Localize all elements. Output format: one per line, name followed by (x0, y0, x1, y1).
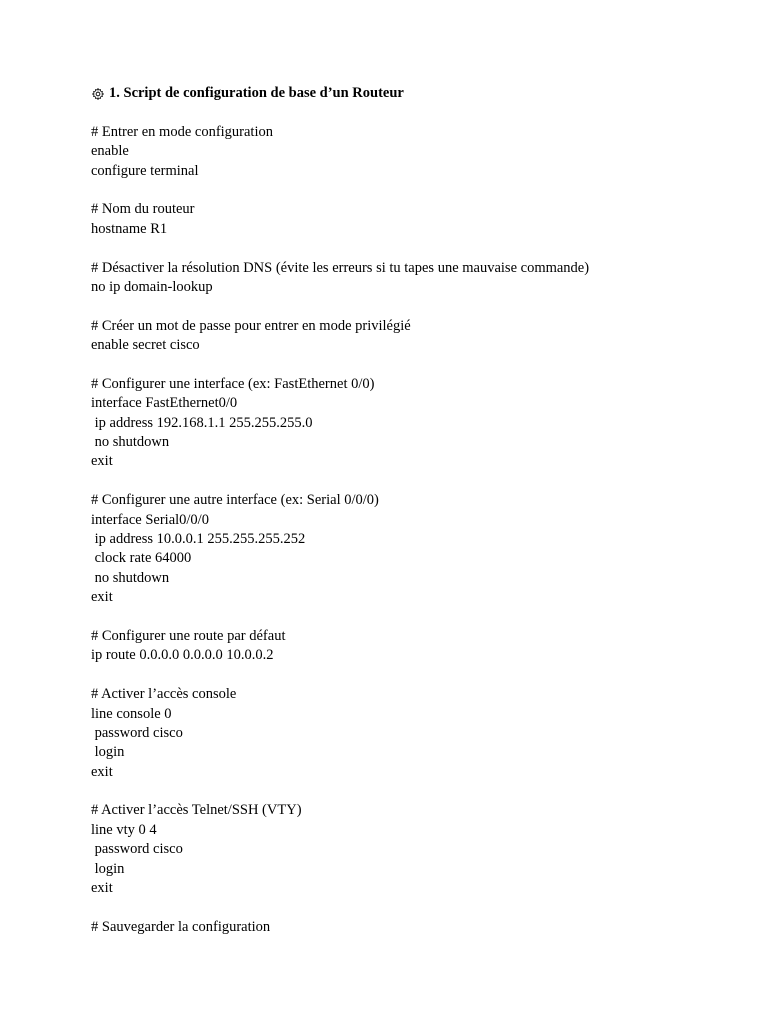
document-page (91, 84, 711, 937)
comment-line: # Configurer une autre interface (ex: Serial 0/0/0) (91, 492, 379, 509)
section-spacer (91, 472, 711, 491)
section-spacer (91, 297, 711, 316)
section-spacer (91, 666, 711, 685)
command-line: password cisco (91, 724, 183, 741)
comment-line: # Activer l’accès console (91, 686, 237, 703)
comment-line: # Configurer une interface (ex: FastEthernet 0/0) (91, 375, 375, 392)
command-line: ip address 10.0.0.1 255.255.255.252 (91, 530, 306, 547)
command-line: exit (91, 453, 113, 470)
command-line: exit (91, 763, 113, 780)
comment-line: # Nom du routeur (91, 201, 195, 218)
section-spacer (91, 898, 711, 917)
command-line: configure terminal (91, 162, 199, 179)
command-line: ip address 192.168.1.1 255.255.255.0 (91, 414, 313, 431)
command-line: ip route 0.0.0.0 0.0.0.0 10.0.0.2 (91, 647, 274, 664)
section-spacer (91, 181, 711, 200)
section-spacer (91, 608, 711, 627)
command-line: exit (91, 589, 113, 606)
config-script (91, 123, 711, 937)
document-title (91, 84, 711, 103)
command-line: login (91, 860, 125, 877)
comment-line: # Désactiver la résolution DNS (évite les erreurs si tu tapes une mauvaise commande) (91, 259, 590, 276)
section-spacer (91, 355, 711, 374)
gear-icon (91, 87, 105, 101)
comment-line: # Configurer une route par défaut (91, 627, 286, 644)
command-line: interface FastEthernet0/0 (91, 395, 238, 412)
section-spacer (91, 782, 711, 801)
command-line: line vty 0 4 (91, 821, 157, 838)
command-line: hostname R1 (91, 220, 168, 237)
command-line: password cisco (91, 841, 183, 858)
command-line: no ip domain-lookup (91, 278, 213, 295)
comment-line: # Créer un mot de passe pour entrer en mode privilégié (91, 317, 411, 334)
document-title-text: 1. Script de configuration de base d’un Routeur (109, 85, 404, 101)
command-line: exit (91, 880, 113, 897)
command-line: clock rate 64000 (91, 550, 192, 567)
command-line: no shutdown (91, 434, 170, 451)
section-spacer (91, 239, 711, 258)
command-line: interface Serial0/0/0 (91, 511, 209, 528)
command-line: enable secret cisco (91, 337, 200, 354)
comment-line: # Sauvegarder la configuration (91, 918, 271, 935)
command-line: line console 0 (91, 705, 172, 722)
spacer (91, 103, 711, 122)
command-line: enable (91, 143, 129, 160)
comment-line: # Activer l’accès Telnet/SSH (VTY) (91, 802, 302, 819)
command-line: login (91, 744, 125, 761)
comment-line: # Entrer en mode configuration (91, 123, 273, 140)
command-line: no shutdown (91, 569, 170, 586)
